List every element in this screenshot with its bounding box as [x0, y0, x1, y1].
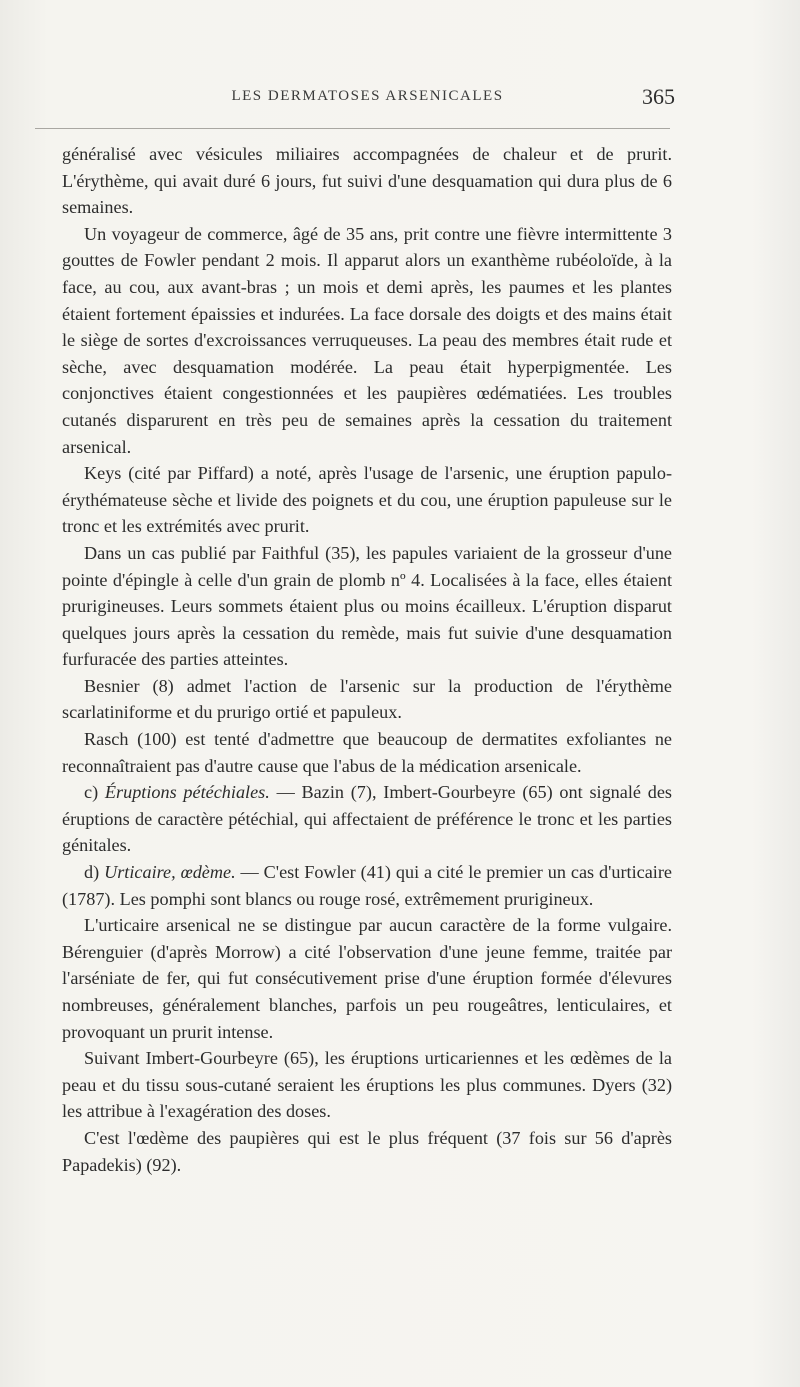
running-head: LES DERMATOSES ARSENICALES: [231, 88, 504, 104]
page-number: 365: [642, 84, 675, 109]
paragraph-imbert-gourbeyre: Suivant Imbert-Gourbeyre (65), les éruptions urticariennes et les œdèmes de la peau et du tissu sous-cutané seraient les éruptions les plus communes. Dyers (32) les attribue à l'exagération des doses.: [62, 1048, 672, 1122]
paragraph-faithful: Dans un cas publié par Faithful (35), les papules variaient de la grosseur d'une pointe d'épingle à celle d'un grain de plomb nº 4. Localisées à la face, elles étaient prurigineuses. Leurs sommets étaient plus ou moins écailleux. L'éruption disparut quelques jours après la cessation du remède, mais fut suivie d'une desquamation furfuracée des parties atteintes.: [62, 542, 672, 670]
paragraph-urticaire: [62, 859, 672, 912]
header-rule: [35, 128, 670, 129]
paragraph-besnier: Besnier (8) admet l'action de l'arsenic sur la production de l'érythème scarlatiniforme et du prurigo ortié et papuleux.: [62, 675, 672, 723]
paragraph-eruptions-petechiales: [62, 779, 672, 859]
section-letter-d: d): [84, 862, 105, 883]
paragraph-rasch: Rasch (100) est tenté d'admettre que beaucoup de dermatites exfoliantes ne reconnaîtraient pas d'autre cause que l'abus de la médication arsenicale.: [62, 729, 672, 776]
paragraph-oedeme-paupieres: C'est l'œdème des paupières qui est le plus fréquent (37 fois sur 56 d'après Papadekis) (92).: [62, 1127, 672, 1175]
section-letter-c: c): [84, 782, 105, 803]
page-header: [60, 84, 675, 118]
section-body-urticaire: — C'est Fowler (41) qui a cité le premier un cas d'urticaire (1787). Les pomphi sont blancs ou rouge rosé, extrêmement prurigineux.: [62, 862, 672, 909]
paragraph-keys: Keys (cité par Piffard) a noté, après l'usage de l'arsenic, une éruption papulo-érythémateuse sèche et livide des poignets et du cou, une éruption papuleuse sur le tronc et les extrémités avec prurit.: [62, 463, 672, 537]
paragraph-continued: généralisé avec vésicules miliaires accompagnées de chaleur et de prurit. L'érythème, qui avait duré 6 jours, fut suivi d'une desquamation qui dura plus de 6 semaines.: [62, 144, 672, 218]
paragraph-voyageur-case: Un voyageur de commerce, âgé de 35 ans, prit contre une fièvre intermittente 3 gouttes de Fowler pendant 2 mois. Il apparut alors un exanthème rubéoloïde, à la face, au cou, aux avant-bras ; un mois et demi après, les paumes et les plantes étaient fortement épaissies et indurées. La face dorsale des doigts et des mains était le siège de sortes d'excroissances verruqueuses. La peau des membres était rude et sèche, avec desquamation modérée. La peau était hyperpigmentée. Les conjonctives étaient congestionnées et les paupières œdématiées. Les troubles cutanés disparurent en très peu de semaines après la cessation du traitement arsenical.: [62, 223, 672, 457]
section-body-petechiales: — Bazin (7), Imbert-Gourbeyre (65) ont signalé des éruptions de caractère pétéchial, qui affectaient de préférence le tronc et les parties génitales.: [62, 782, 672, 856]
paragraph-urticaire-vulgaire: L'urticaire arsenical ne se distingue par aucun caractère de la forme vulgaire. Bérenguier (d'après Morrow) a cité l'observation d'une jeune femme, traitée par l'arséniate de fer, qui fut consécutivement prise d'une éruption formée d'élevures nombreuses, généralement blanches, parfois un peu rougeâtres, lenticulaires, et provoquant un prurit intense.: [62, 915, 672, 1042]
section-title-petechiales: Éruptions pétéchiales.: [104, 782, 270, 803]
section-title-urticaire: Urticaire, œdème.: [104, 862, 236, 883]
body-text: [62, 141, 672, 1178]
